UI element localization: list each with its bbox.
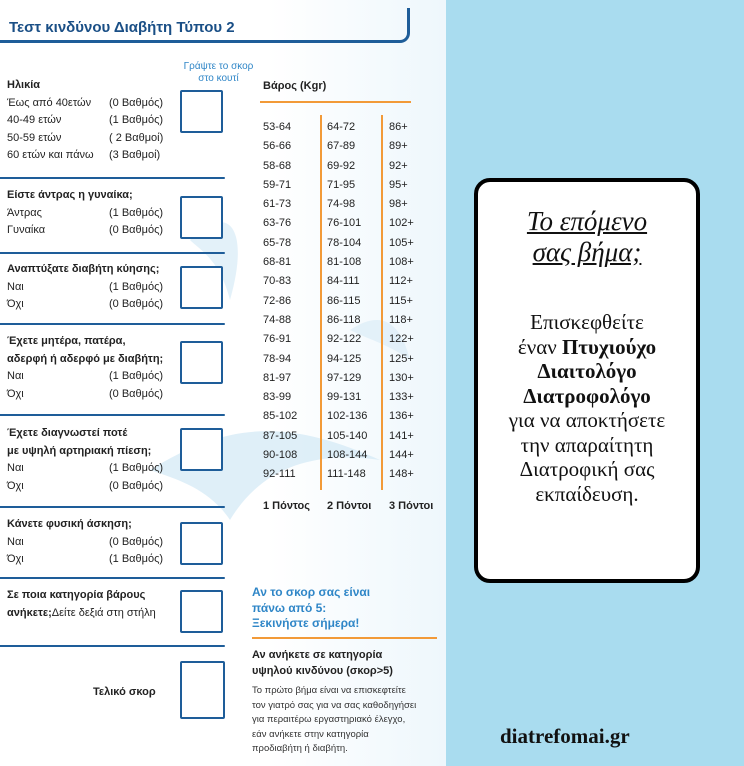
weight-cell: 125+ [389,352,414,365]
section-divider [0,414,225,416]
final-score-box[interactable] [180,661,225,719]
weight-cell: 64-72 [327,121,356,133]
section-divider [0,252,225,254]
question-title-line: Σε ποια κατηγορία βάρους [7,589,146,601]
question-gender [7,187,163,240]
header-rule-curve [398,8,410,43]
option-row: Όχι (0 Βαθμός) [7,298,164,310]
option-row: 50-59 ετών ( 2 Βαθμοί) [7,131,164,144]
weight-column-3 [389,118,414,485]
weight-cell: 97-129 [327,371,362,384]
option-row: Άντρας (1 Βαθμός) [7,206,164,219]
weight-cell: 130+ [389,371,414,384]
weight-cell: 61-73 [263,198,292,211]
weight-column-1 [263,118,297,485]
high-risk-text: Το πρώτο βήμα είναι να επισκεφτείτε τον γιατρό σας για να σας καθοδηγήσει για περαιτέρω εργαστηριακό έλεγχο, εάν ανήκετε στην κατηγορία προδιαβήτη ή διαβήτη. [252,685,417,754]
option-row: Ναι (1 Βαθμός) [7,462,164,474]
high-risk-heading: Αν ανήκετε σε κατηγορία υψηλού κινδύνου (σκορ>5) [252,649,393,677]
section-divider [0,577,225,579]
weight-cell: 144+ [389,449,414,462]
option-row: Όχι (0 Βαθμός) [7,479,164,492]
weight-cell: 90-108 [263,449,298,462]
question-age [7,77,163,165]
weight-cell: 67-89 [327,140,356,153]
weight-cell: 86+ [389,121,408,133]
weight-cell: 85-102 [263,410,298,423]
weight-cell: 65-78 [263,236,292,249]
option-row: Όχι (1 Βαθμός) [7,553,164,565]
weight-cell: 72-86 [263,294,292,307]
question-gestational-diabetes [7,261,163,314]
score-box-family[interactable] [180,341,223,384]
score-box-exercise[interactable] [180,522,223,565]
weight-cell: 70-83 [263,275,292,288]
question-title-line: ανήκετε; Δείτε δεξιά στη στήλη [7,606,156,619]
weight-cell: 105-140 [327,429,368,442]
weight-cell: 86-115 [327,294,361,307]
weight-cell: 133+ [389,391,414,404]
option-row: Έως από 40ετών (0 Βαθμός) [7,96,164,109]
weight-table-title: Βάρος (Kgr) [263,80,327,92]
weight-cell: 76-91 [263,333,292,346]
weight-cell: 78-94 [263,352,292,365]
question-title-line: με υψηλή αρτηριακή πίεση; [7,444,152,457]
weight-cell: 78-104 [327,236,362,249]
weight-cell: 92+ [389,159,408,172]
weight-cell: 102+ [389,217,414,230]
option-row: 40-49 ετών (1 Βαθμός) [7,114,164,126]
weight-cell: 81-97 [263,371,292,384]
weight-cell: 108+ [389,256,414,269]
section-divider [0,506,225,508]
header-rule [0,40,400,43]
cta-rule [252,637,437,639]
option-row: Ναι (1 Βαθμός) [7,280,164,293]
score-box-age[interactable] [180,90,223,133]
weight-cell: 92-111 [263,468,296,481]
column-divider [320,115,322,490]
score-box-gender[interactable] [180,196,223,239]
weight-cell: 148+ [389,468,414,481]
weight-cell: 102-136 [327,410,368,423]
weight-cell: 122+ [389,333,414,346]
weight-cell: 89+ [389,140,408,153]
weight-cell: 74-88 [263,313,292,326]
question-title-line: Έχετε μητέρα, πατέρα, [7,335,126,347]
weight-cell: 95+ [389,178,408,191]
cta-text: Αν το σκορ σας είναι πάνω από 5: Ξεκινήστε σήμερα! [252,585,371,630]
question-title: Ηλικία [7,79,41,91]
weight-cell: 58-68 [263,159,292,172]
question-family-history [7,333,163,403]
weight-cell: 118+ [389,313,413,326]
question-title: Κάνετε φυσική άσκηση; [7,518,132,530]
question-title: Αναπτύξατε διαβήτη κύησης; [7,263,160,275]
points-label-3: 3 Πόντοι [389,500,434,512]
option-row: Όχι (0 Βαθμός) [7,387,164,400]
column-divider [381,115,383,490]
score-box-hypertension[interactable] [180,428,223,471]
weight-cell: 111-148 [327,468,366,481]
card-heading: Το επόμενο σας βήμα; [526,206,648,267]
weight-cell: 69-92 [327,159,356,172]
score-box-weight[interactable] [180,590,223,633]
weight-column-2 [327,118,367,485]
points-label-2: 2 Πόντοι [327,500,372,512]
next-step-card [474,178,700,583]
option-row: Ναι (1 Βαθμός) [7,370,164,382]
weight-cell: 98+ [389,198,408,211]
score-box-gestational[interactable] [180,266,223,309]
section-divider [0,323,225,325]
option-row: Ναι (0 Βαθμός) [7,535,164,548]
weight-cell: 115+ [389,294,413,307]
section-divider [0,177,225,179]
weight-cell: 86-118 [327,313,361,326]
question-title-line: Έχετε διαγνωστεί ποτέ [7,427,128,439]
final-score-label: Τελικό σκορ [93,686,156,698]
question-exercise [7,516,163,569]
weight-cell: 76-101 [327,217,362,230]
question-title: Είστε άντρας η γυναίκα; [7,189,133,201]
weight-cell: 141+ [389,429,414,442]
weight-cell: 74-98 [327,198,356,211]
weight-cell: 63-76 [263,217,292,230]
section-divider [0,645,225,647]
weight-cell: 136+ [389,410,414,423]
card-body: Επισκεφθείτε έναν Πτυχιούχο Διαιτολόγο Διατροφολόγο για να αποκτήσετε την απαραίτητη Διατροφική σας εκπαίδευση. [508,310,666,506]
weight-cell: 71-95 [327,178,356,191]
weight-table-rule [260,101,411,103]
question-weight [7,587,156,622]
weight-cell: 56-66 [263,140,292,153]
option-row: 60 ετών και πάνω (3 Βαθμοί) [7,149,161,161]
page-title: Τεστ κινδύνου Διαβήτη Τύπου 2 [9,19,235,36]
weight-cell: 99-131 [327,391,362,404]
score-hint: Γράψτε το σκορ στο κουτί [183,61,254,84]
website-label[interactable]: diatrefomai.gr [500,724,630,748]
weight-cell: 59-71 [263,178,292,191]
question-hypertension [7,425,163,495]
weight-cell: 112+ [389,275,413,288]
weight-cell: 83-99 [263,391,292,404]
weight-cell: 108-144 [327,449,368,462]
weight-cell: 84-111 [327,275,360,288]
option-row: Γυναίκα (0 Βαθμός) [7,224,164,236]
weight-cell: 87-105 [263,429,298,442]
weight-cell: 81-108 [327,256,362,269]
weight-cell: 94-125 [327,352,362,365]
weight-cell: 68-81 [263,256,292,269]
weight-cell: 53-64 [263,121,292,133]
weight-cell: 92-122 [327,333,362,346]
question-title-line: αδερφή ή αδερφό με διαβήτη; [7,352,164,365]
weight-cell: 105+ [389,236,414,249]
points-label-1: 1 Πόντος [263,500,310,512]
